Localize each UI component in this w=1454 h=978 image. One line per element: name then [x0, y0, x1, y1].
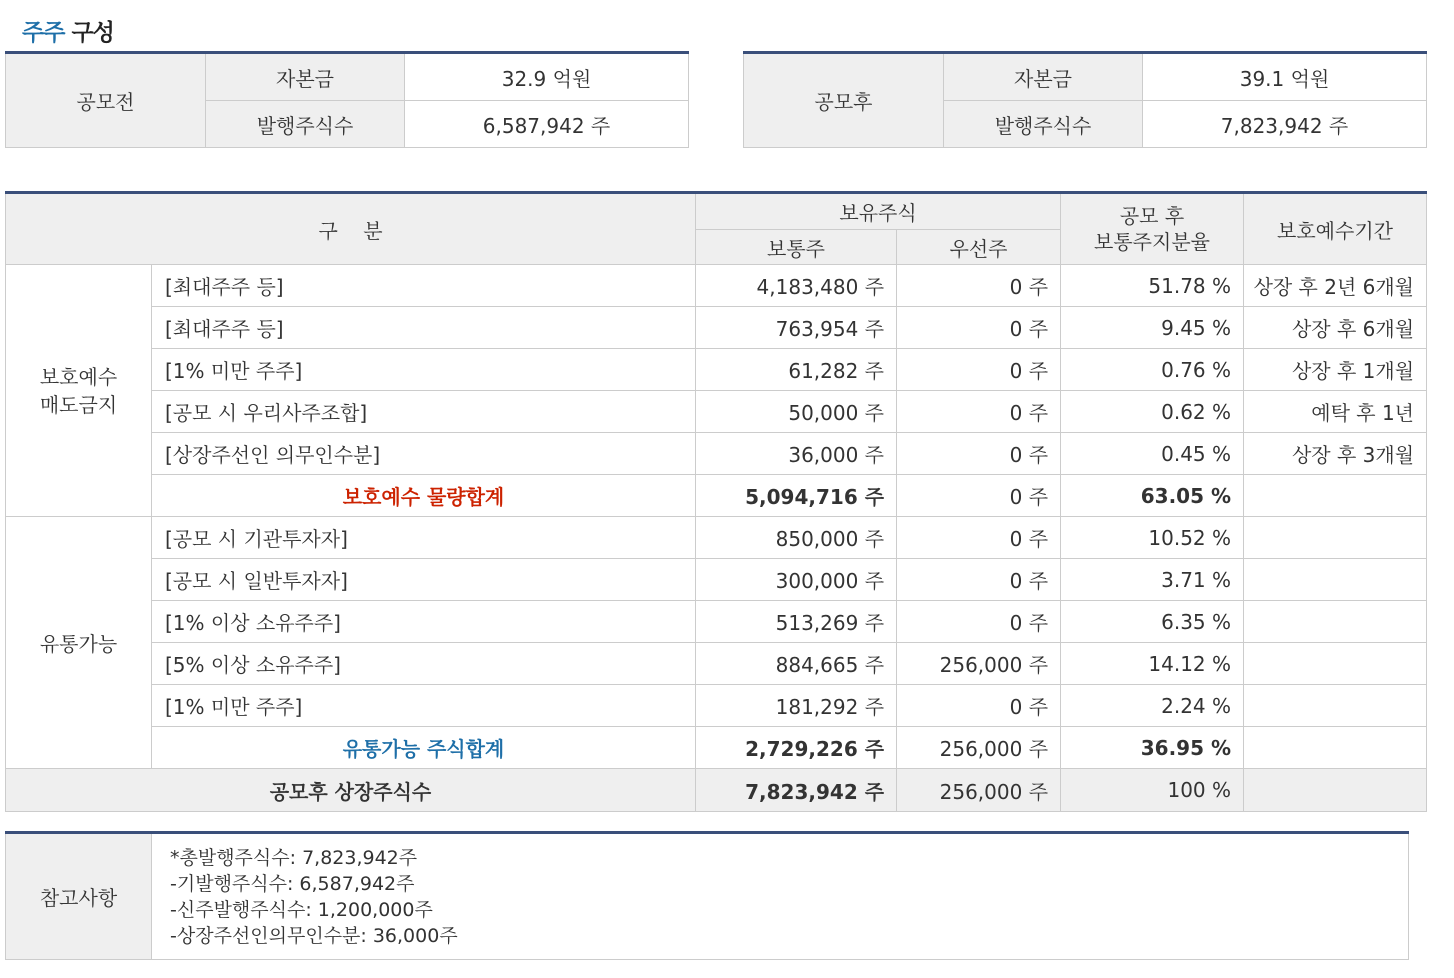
table-row-ratio: 0.45 %: [1061, 433, 1244, 475]
header-holdings: 보유주식: [696, 193, 1061, 230]
header-ratio-line2: 보통주지분율: [1094, 230, 1210, 254]
table-row-period: 상장 후 3개월: [1244, 433, 1427, 475]
note-line: *총발행주식수: 7,823,942주: [170, 846, 418, 869]
notes-table: [5, 831, 1409, 960]
notes-label: 참고사항: [6, 833, 152, 960]
table-row-ratio: 2.24 %: [1061, 685, 1244, 727]
table-row-ratio: 10.52 %: [1061, 517, 1244, 559]
table-row-ratio: 9.45 %: [1061, 307, 1244, 349]
header-ratio-line1: 공모 후: [1119, 204, 1185, 228]
holdings-table: [5, 191, 1427, 812]
table-row-common: 513,269 주: [696, 601, 897, 643]
table-row-common: 850,000 주: [696, 517, 897, 559]
capital-before-capital-value: 32.9 억원: [405, 53, 689, 101]
table-row-preferred: 256,000 주: [897, 643, 1061, 685]
tradable-subtotal-preferred: 256,000 주: [897, 727, 1061, 769]
capital-before-shares-value: 6,587,942 주: [405, 101, 689, 148]
table-row-name: [5% 이상 소유주주]: [152, 643, 696, 685]
table-row-preferred: 0 주: [897, 601, 1061, 643]
capital-after-capital-value: 39.1 억원: [1143, 53, 1427, 101]
table-row-period: 상장 후 6개월: [1244, 307, 1427, 349]
section-title: [22, 14, 114, 47]
table-row-preferred: 0 주: [897, 433, 1061, 475]
capital-after-shares-label: 발행주식수: [944, 101, 1143, 148]
table-row-ratio: 51.78 %: [1061, 265, 1244, 307]
locked-subtotal-period: [1244, 475, 1427, 517]
note-line: -기발행주식수: 6,587,942주: [170, 872, 415, 895]
capital-before-capital-label: 자본금: [206, 53, 405, 101]
table-row-name: [1% 미만 주주]: [152, 349, 696, 391]
table-row-name: [최대주주 등]: [152, 265, 696, 307]
table-row-name: [최대주주 등]: [152, 307, 696, 349]
capital-after-capital-label: 자본금: [944, 53, 1143, 101]
locked-group-label-line1: 보호예수: [39, 364, 118, 389]
locked-subtotal-common: 5,094,716 주: [696, 475, 897, 517]
total-name: 공모후 상장주식수: [6, 769, 696, 812]
table-row-period: [1244, 643, 1427, 685]
table-row-preferred: 0 주: [897, 559, 1061, 601]
table-row-preferred: 0 주: [897, 685, 1061, 727]
tradable-subtotal-name: 유통가능 주식합계: [152, 727, 696, 769]
locked-subtotal-ratio: 63.05 %: [1061, 475, 1244, 517]
total-preferred: 256,000 주: [897, 769, 1061, 812]
header-preferred: 우선주: [897, 230, 1061, 265]
note-line: -신주발행주식수: 1,200,000주: [170, 898, 433, 921]
table-row-common: 181,292 주: [696, 685, 897, 727]
capital-before-table: [5, 51, 689, 148]
header-common: 보통주: [696, 230, 897, 265]
capital-after-shares-value: 7,823,942 주: [1143, 101, 1427, 148]
table-row-ratio: 14.12 %: [1061, 643, 1244, 685]
locked-subtotal-name: 보호예수 물량합계: [152, 475, 696, 517]
total-period: [1244, 769, 1427, 812]
table-row-period: 예탁 후 1년: [1244, 391, 1427, 433]
table-row-ratio: 0.76 %: [1061, 349, 1244, 391]
table-row-ratio: 0.62 %: [1061, 391, 1244, 433]
table-row-period: 상장 후 1개월: [1244, 349, 1427, 391]
table-row-period: [1244, 601, 1427, 643]
locked-group-label-line2: 매도금지: [39, 392, 118, 417]
table-row-name: [공모 시 우리사주조합]: [152, 391, 696, 433]
section-title-rest: 구성: [71, 20, 114, 46]
table-row-common: 300,000 주: [696, 559, 897, 601]
total-common: 7,823,942 주: [696, 769, 897, 812]
tradable-subtotal-period: [1244, 727, 1427, 769]
capital-before-label: 공모전: [6, 53, 206, 148]
table-row-common: 884,665 주: [696, 643, 897, 685]
capital-after-label: 공모후: [744, 53, 944, 148]
table-row-ratio: 3.71 %: [1061, 559, 1244, 601]
note-line: -상장주선인의무인수분: 36,000주: [170, 924, 458, 947]
table-row-name: [1% 미만 주주]: [152, 685, 696, 727]
table-row-preferred: 0 주: [897, 265, 1061, 307]
table-row-common: 4,183,480 주: [696, 265, 897, 307]
tradable-subtotal-ratio: 36.95 %: [1061, 727, 1244, 769]
table-row-preferred: 0 주: [897, 391, 1061, 433]
total-ratio: 100 %: [1061, 769, 1244, 812]
table-row-ratio: 6.35 %: [1061, 601, 1244, 643]
table-row-common: 61,282 주: [696, 349, 897, 391]
table-row-period: [1244, 517, 1427, 559]
table-row-preferred: 0 주: [897, 349, 1061, 391]
header-lockup-period: 보호예수기간: [1244, 193, 1427, 265]
notes-content: [152, 833, 1409, 960]
table-row-common: 50,000 주: [696, 391, 897, 433]
capital-before-shares-label: 발행주식수: [206, 101, 405, 148]
table-row-name: [상장주선인 의무인수분]: [152, 433, 696, 475]
table-row-name: [공모 시 기관투자자]: [152, 517, 696, 559]
tradable-group-label: 유통가능: [6, 517, 152, 769]
table-row-name: [1% 이상 소유주주]: [152, 601, 696, 643]
table-row-period: [1244, 685, 1427, 727]
tradable-subtotal-common: 2,729,226 주: [696, 727, 897, 769]
capital-after-table: [743, 51, 1427, 148]
table-row-common: 763,954 주: [696, 307, 897, 349]
table-row-period: [1244, 559, 1427, 601]
header-ratio: [1061, 193, 1244, 265]
table-row-name: [공모 시 일반투자자]: [152, 559, 696, 601]
section-title-highlight: 주주: [22, 20, 65, 46]
locked-group-label: [6, 265, 152, 517]
table-row-preferred: 0 주: [897, 517, 1061, 559]
header-category: 구 분: [6, 193, 696, 265]
table-row-preferred: 0 주: [897, 307, 1061, 349]
table-row-common: 36,000 주: [696, 433, 897, 475]
table-row-period: 상장 후 2년 6개월: [1244, 265, 1427, 307]
locked-subtotal-preferred: 0 주: [897, 475, 1061, 517]
